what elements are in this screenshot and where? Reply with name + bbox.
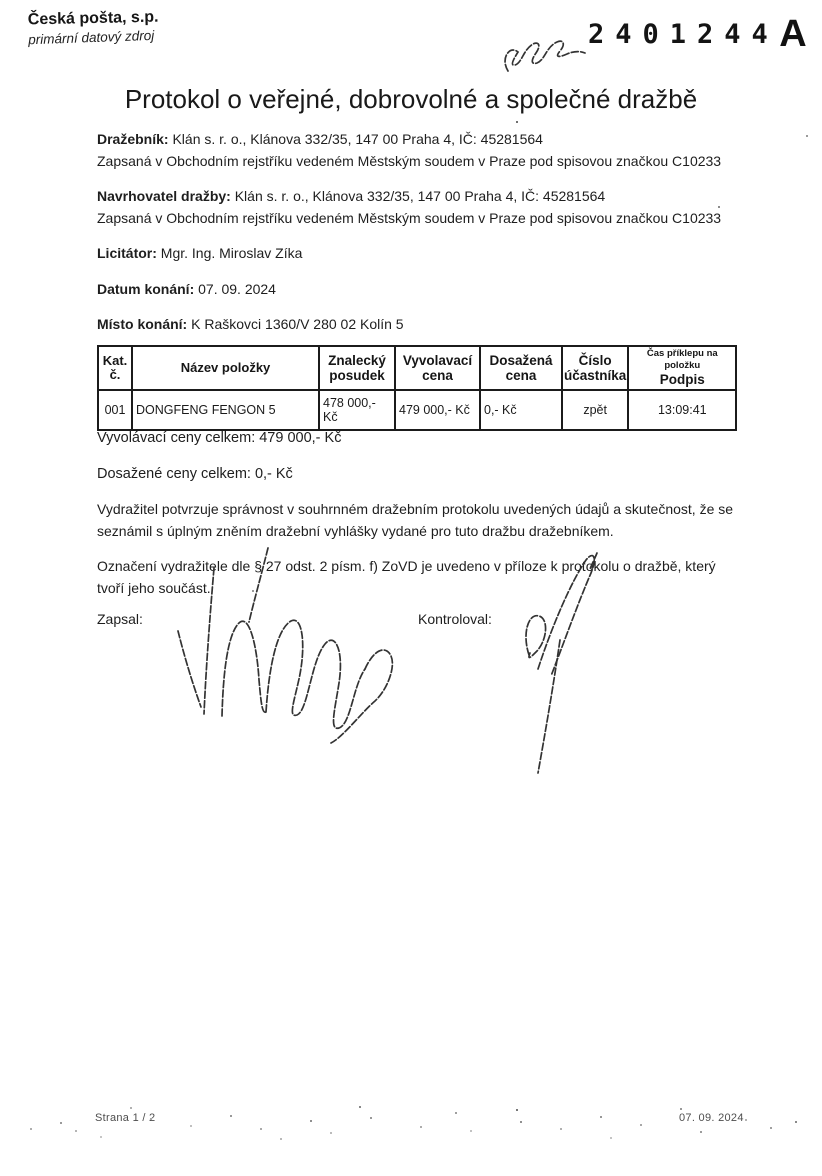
field-value: Klán s. r. o., Klánova 332/35, 147 00 Praha 4, IČ: 45281564 [172,131,543,147]
page-title: Protokol o veřejné, dobrovolné a společné dražbě [124,84,698,114]
field-line [97,128,757,150]
page-indicator: Strana 1 / 2 [95,1112,156,1124]
col-dosazena-cena [480,346,562,390]
field-value: K Raškovci 1360/V 280 02 Kolín 5 [191,316,404,332]
total-value: 0,- Kč [254,466,293,482]
paragraph-confirmation: Vydražitel potvrzuje správnost v souhrnném dražebním protokolu uvedených údajů a skutečnost, že se seznámil s úplným zněním dražební vyhlášky vydané pro tuto dražbu dražebníkem. [97,501,734,539]
col-line1: Čas příklepu na položku [646,348,718,371]
field-note: Zapsaná v Obchodním rejstříku vedeném Městským soudem v Praze pod spisovou značkou C10233 [97,210,722,226]
col-line2: cena [505,368,537,383]
field-label: Navrhovatel dražby: [97,188,231,204]
field-note: Zapsaná v Obchodním rejstříku vedeném Městským soudem v Praze pod spisovou značkou C10233 [97,153,722,169]
scan-noise-speckles [0,0,2,2]
cell-dosazena-cena: 0,- Kč [480,390,562,430]
col-znalecky-posudek [319,346,395,390]
col-cislo-ucastnika [562,346,628,390]
auction-items-table [97,345,737,431]
col-cas-priklepu-podpis [628,346,736,390]
cell-kat-c: 001 [98,390,132,430]
field-misto-konani [97,313,757,335]
cell-cislo-ucastnika: zpět [562,390,628,430]
footer-date: 07. 09. 2024 [679,1112,744,1124]
stamp-letter: A [779,13,807,55]
paragraph-oznaceni-vydrazitele: Označení vydražitele dle § 27 odst. 2 písm. f) ZoVD je uvedeno v příloze k protokolu o dražbě, který tvoří jeho součást. [97,558,716,596]
col-line2: posudek [329,368,385,383]
stamp-number: 2401244 [588,19,779,50]
cell-znalecky-posudek: 478 000,- Kč [319,390,395,430]
col-line1: Znalecký [328,353,386,368]
field-line [97,185,757,207]
case-number-stamp [588,10,811,53]
organization-name: Česká pošta, s.p. [27,8,159,29]
total-label: Dosažené ceny celkem: [97,466,251,482]
col-line1: Vyvolavací [402,353,473,368]
cell-vyvolavaci-cena: 479 000,- Kč [395,390,480,430]
field-navrhovatel [97,185,757,229]
col-line1: Dosažená [489,353,553,368]
col-nazev-polozky: Název položky [132,346,319,390]
field-label: Datum konání: [97,281,195,297]
field-value: Mgr. Ing. Miroslav Zíka [160,245,303,261]
col-kat-c: Kat. č. [98,346,132,390]
field-label: Dražebník: [97,131,169,147]
col-line1: Číslo [578,353,612,368]
field-value: 07. 09. 2024 [198,281,276,297]
col-vyvolavaci-cena [395,346,480,390]
letterhead [28,9,159,47]
total-value: 479 000,- Kč [259,430,342,446]
cell-cas-priklepu: 13:09:41 [628,390,736,430]
field-label: Licitátor: [97,245,157,261]
cell-nazev-polozky: DONGFENG FENGON 5 [132,390,319,430]
col-line2: Podpis [659,372,705,387]
field-label: Místo konání: [97,316,188,332]
kontroloval-label: Kontroloval: [418,611,492,627]
table-header-row [98,346,736,390]
total-dosazene-ceny [97,466,293,482]
organization-subtitle: primární datový zdroj [27,27,155,48]
field-value: Klán s. r. o., Klánova 332/35, 147 00 Praha 4, IČ: 45281564 [234,188,606,204]
table-row [98,390,736,430]
handwritten-mark [505,41,585,71]
zapsal-label: Zapsal: [97,611,143,627]
col-line2: cena [422,368,453,383]
field-licitator [97,242,757,264]
field-drazebnik [97,128,757,172]
field-datum-konani [97,278,757,300]
total-label: Vyvolávací ceny celkem: [97,430,256,446]
col-line2: účastníka [564,368,627,383]
total-vyvolavaci-ceny [97,430,341,446]
